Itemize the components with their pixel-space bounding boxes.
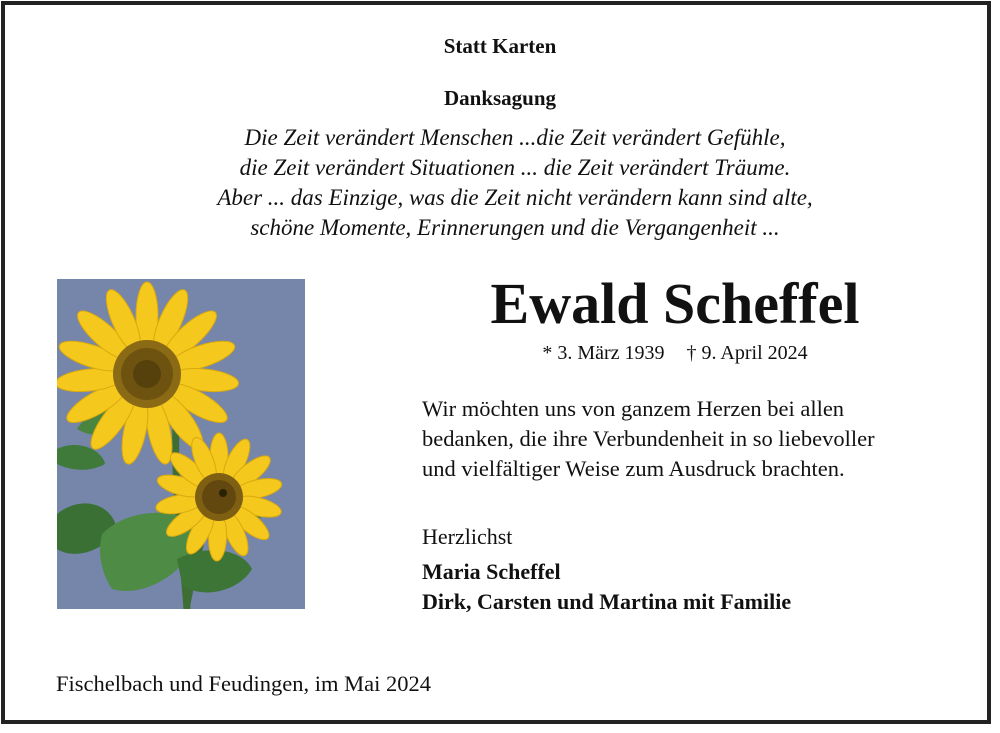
danksagung-heading: Danksagung <box>443 86 557 110</box>
poem-line: Die Zeit verändert Menschen ...die Zeit verändert Gefühle, <box>244 125 786 150</box>
death-date: † 9. April 2024 <box>686 342 808 364</box>
life-dates <box>360 342 990 365</box>
message-line: bedanken, die ihre Verbundenheit in so liebevoller <box>422 426 875 451</box>
closing-greeting: Herzlichst <box>422 524 513 549</box>
poem-line: schöne Momente, Erinnerungen und die Vergangenheit ... <box>250 215 780 240</box>
signature-line: Dirk, Carsten und Martina mit Familie <box>422 589 792 614</box>
message-line: Wir möchten uns von ganzem Herzen bei allen <box>422 396 845 421</box>
deceased-name: Ewald Scheffel <box>490 271 860 336</box>
place-and-date: Fischelbach und Feudingen, im Mai 2024 <box>56 671 431 696</box>
poem-line: die Zeit verändert Situationen ... die Zeit verändert Träume. <box>239 155 791 180</box>
birth-date: * 3. März 1939 <box>542 342 665 364</box>
poem-line: Aber ... das Einzige, was die Zeit nicht verändern kann sind alte, <box>217 185 813 210</box>
sunflower-photo <box>57 279 305 609</box>
statt-karten-heading: Statt Karten <box>443 34 557 58</box>
signature-line: Maria Scheffel <box>422 559 561 584</box>
message-line: und vielfältiger Weise zum Ausdruck brachten. <box>422 456 845 481</box>
